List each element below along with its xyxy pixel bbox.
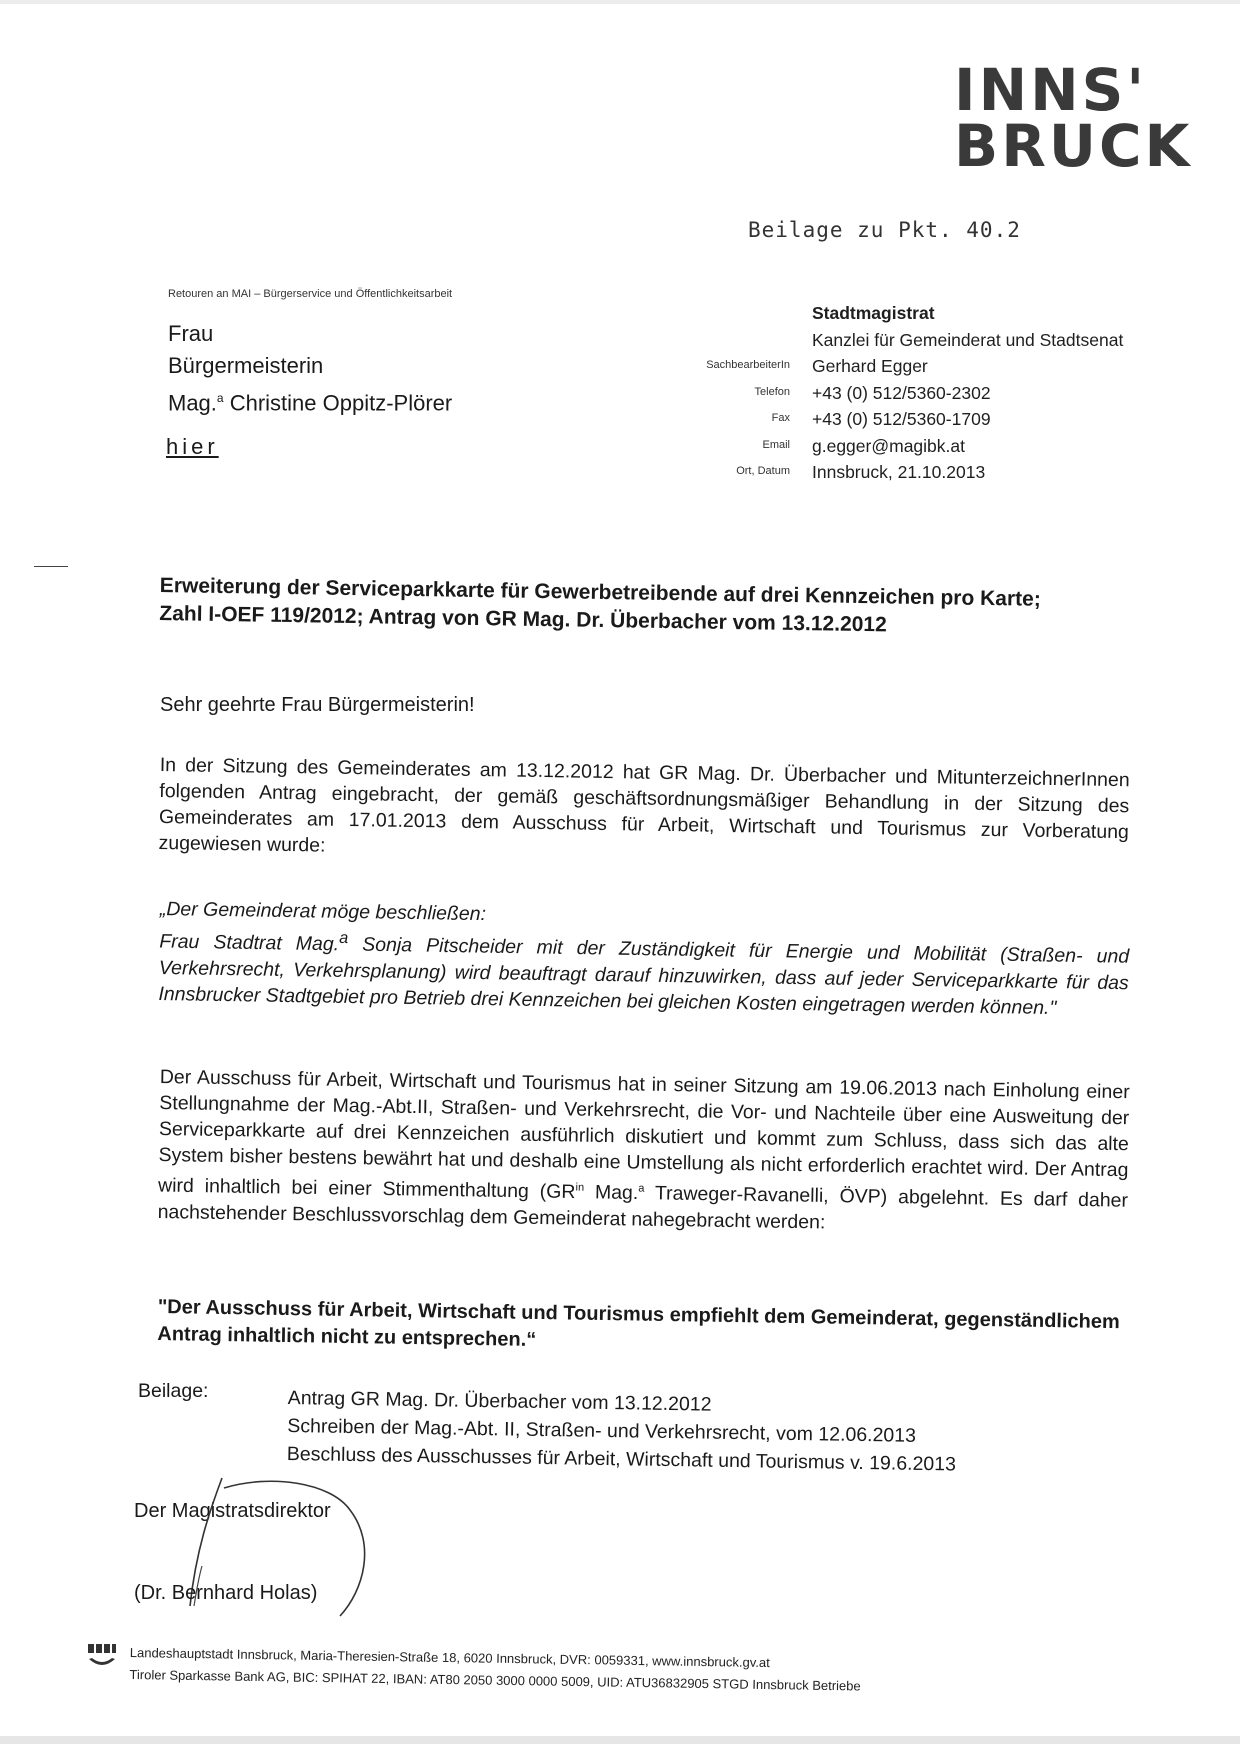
recipient-line-3 [168, 382, 452, 419]
signatory-name: (Dr. Bernhard Holas) [134, 1582, 318, 1604]
recipient-title: Mag. [168, 390, 217, 416]
quote-body-sup: a [339, 928, 349, 947]
attachments-label: Beilage: [138, 1380, 209, 1402]
sender-clerk: Gerhard Egger [812, 356, 928, 376]
quote-body [158, 922, 1129, 1022]
sender-department: Kanzlei für Gemeinderat und Stadtsenat [812, 329, 1124, 350]
attachment-item: Beschluss des Ausschusses für Arbeit, Wirtschaft und Tourismus v. 19.6.2013 [286, 1442, 957, 1476]
logo-line-2: BRUCK [954, 112, 1193, 180]
city-crest-icon [86, 1641, 118, 1673]
paragraph-2-sup-1: in [575, 1181, 585, 1194]
quote-intro: „Der Gemeinderat möge beschließen: [159, 897, 487, 926]
paragraph-2-part-1: Der Ausschuss für Arbeit, Wirtschaft und Tourismus hat in seiner Sitzung am 19.06.2013 nach Einholung einer Stellungnahme der Mag.-Abt.II, Straßen- und Verkehrsrecht, die Vor- und Nachteile über eine Ausweitung der Serviceparkkarte auf drei Kennzeichen ausführlich diskutiert und kommt zum Schluss, dass sich das alte System bisher bestens bewährt hat und deshalb eine Umstellung als nicht erforderlich erachtet wird. Der Antrag wird inhaltlich bei einer Stimmenthaltung (GR [157, 1065, 1130, 1204]
sender-label-clerk: SachbearbeiterIn [706, 359, 790, 371]
letter-footer [129, 1642, 861, 1697]
recipient-line-2: Bürgermeisterin [168, 353, 324, 378]
recipient-line-1: Frau [168, 321, 214, 346]
recommendation: "Der Ausschuss für Arbeit, Wirtschaft und Tourismus empfiehlt dem Gemeinderat, gegenständlichem Antrag inhaltlich nicht zu entsprechen.“ [157, 1295, 1120, 1351]
subject-line-1: Erweiterung der Serviceparkkarte für Gewerbetreibende auf drei Kennzeichen pro Karte; [159, 573, 1041, 611]
sender-phone: +43 (0) 512/5360-2302 [812, 382, 991, 403]
paragraph-2-part-3: Traweger-Ravanelli, ÖVP) abgelehnt. Es darf daher nachstehender Beschlussvorschlag dem Gemeinderat nahegebracht werden: [157, 1182, 1129, 1233]
sender-labels [640, 352, 790, 485]
innsbruck-logo [954, 56, 1204, 180]
subject-line-2: Zahl I-OEF 119/2012; Antrag von GR Mag. Dr. Überbacher vom 13.12.2012 [159, 601, 887, 637]
scan-bottom-edge [0, 1736, 1240, 1744]
attachment-reference: Beilage zu Pkt. 40.2 [748, 218, 1021, 242]
sender-email: g.egger@magibk.at [812, 435, 965, 456]
logo-line-1: INNS' [954, 56, 1148, 124]
fold-mark [34, 566, 68, 567]
recipient-title-sup: a [216, 391, 224, 405]
motion-quote [158, 896, 1130, 1022]
sender-office: Stadtmagistrat [812, 303, 935, 323]
paragraph-2-part-2: Mag. [583, 1181, 639, 1205]
paragraph-1: In der Sitzung des Gemeinderates am 13.12.2012 hat GR Mag. Dr. Überbacher und MitunterzeichnerInnen folgenden Antrag eingebracht, der gemäß geschäftsordnungsmäßiger Behandlung in der Sitzung des Gemeinderates am 17.01.2013 dem Ausschuss für Arbeit, Wirtschaft und Tourismus zur Vorberatung zugewiesen wurde: [158, 753, 1130, 857]
signatory-title: Der Magistratsdirektor [134, 1500, 331, 1522]
paragraph-2 [157, 1064, 1129, 1240]
recipient-block [168, 318, 452, 419]
recipient-name: Christine Oppitz-Plörer [223, 390, 453, 416]
paragraph-2-sup-2: a [638, 1182, 645, 1195]
footer-line-2: Tiroler Sparkasse Bank AG, BIC: SPIHAT 22, IBAN: AT80 2050 3000 0000 5009, UID: ATU36832905 STGD Innsbruck Betriebe [129, 1666, 861, 1694]
footer-line-1: Landeshauptstadt Innsbruck, Maria-Theresien-Straße 18, 6020 Innsbruck, DVR: 0059331, www.innsbruck.gv.at [129, 1644, 770, 1671]
salutation: Sehr geehrte Frau Bürgermeisterin! [160, 694, 475, 716]
sender-label-date: Ort, Datum [736, 465, 790, 477]
recipient-hier: hier [166, 434, 219, 459]
sender-label-email: Email [762, 438, 790, 451]
scan-top-edge [0, 0, 1240, 4]
return-address-line: Retouren an MAI – Bürgerservice und Öffentlichkeitsarbeit [168, 288, 453, 300]
subject-heading [159, 572, 1120, 643]
attachment-item: Antrag GR Mag. Dr. Überbacher vom 13.12.2012 [287, 1386, 712, 1416]
sender-label-fax: Fax [771, 412, 790, 424]
quote-body-post: Sonja Pitscheider mit der Zuständigkeit für Energie und Mobilität (Straßen- und Verkehrsrecht, Verkehrsplanung) wird beauftragt darauf hinzuwirken, dass auf jeder Serviceparkkarte für das Innsbrucker Stadtgebiet pro Betrieb drei Kennzeichen bei gleichen Kosten eingetragen werden können." [158, 933, 1130, 1019]
sender-block [812, 300, 1123, 486]
sender-fax: +43 (0) 512/5360-1709 [812, 409, 991, 429]
attachments-list [287, 1384, 957, 1478]
sender-date: Innsbruck, 21.10.2013 [812, 462, 986, 482]
sender-label-phone: Telefon [754, 385, 790, 398]
attachment-item: Schreiben der Mag.-Abt. II, Straßen- und Verkehrsrecht, vom 12.06.2013 [287, 1414, 917, 1447]
quote-body-pre: Frau Stadtrat Mag. [159, 930, 340, 956]
